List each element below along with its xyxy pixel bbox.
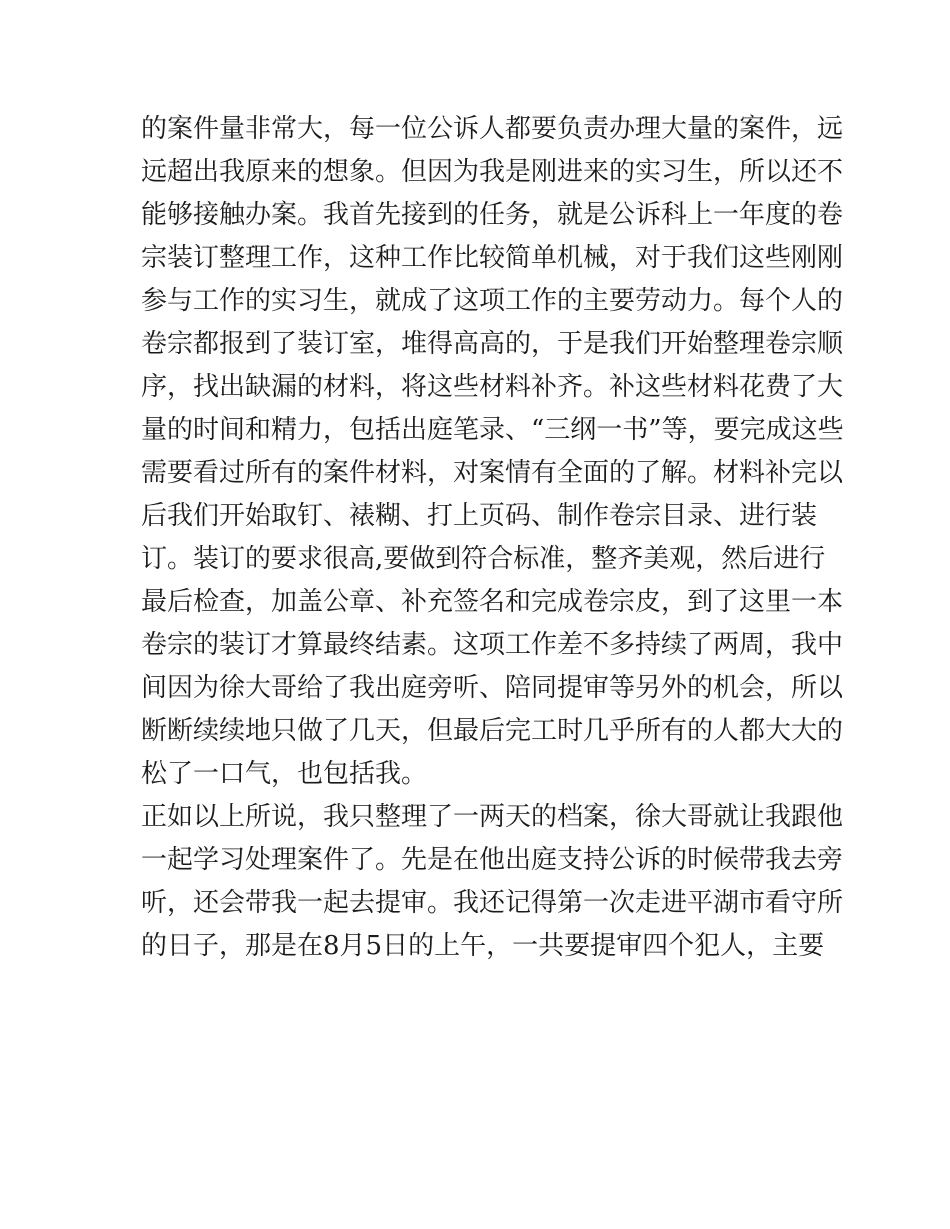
text-line: 远超出我原来的想象。但因为我是刚进来的实习生，所以还不	[141, 157, 844, 187]
text-line: 后我们开始取钉、裱糊、打上页码、制作卷宗目录、进行装	[141, 501, 818, 531]
text-line: 的日子，那是在8月5日的上午，一共要提审四个犯人，主要	[141, 931, 825, 961]
text-line: 序，找出缺漏的材料，将这些材料补齐。补这些材料花费了大	[141, 372, 844, 402]
text-line: 需要看过所有的案件材料，对案情有全面的了解。材料补完以	[141, 458, 844, 488]
text-line: 最后检查，加盖公章、补充签名和完成卷宗皮，到了这里一本	[141, 587, 844, 617]
text-line: 参与工作的实习生，就成了这项工作的主要劳动力。每个人的	[141, 286, 844, 316]
text-line: 卷宗的装订才算最终结素。这项工作差不多持续了两周，我中	[141, 630, 844, 660]
text-line: 量的时间和精力，包括出庭笔录、“三纲一书”等，要完成这些	[141, 415, 844, 445]
text-line: 间因为徐大哥给了我出庭旁听、陪同提审等另外的机会，所以	[141, 673, 844, 703]
text-line: 宗装订整理工作，这种工作比较简单机械，对于我们这些刚刚	[141, 243, 844, 273]
body-text	[141, 108, 844, 968]
text-line: 正如以上所说，我只整理了一两天的档案，徐大哥就让我跟他	[141, 802, 844, 832]
text-line: 松了一口气，也包括我。	[141, 759, 428, 789]
text-line: 断断续续地只做了几天，但最后完工时几乎所有的人都大大的	[141, 716, 844, 746]
text-line: 能够接触办案。我首先接到的任务，就是公诉科上一年度的卷	[141, 200, 844, 230]
text-line: 一起学习处理案件了。先是在他出庭支持公诉的时候带我去旁	[141, 845, 844, 875]
text-line: 卷宗都报到了装订室，堆得高高的，于是我们开始整理卷宗顺	[141, 329, 844, 359]
text-line: 听，还会带我一起去提审。我还记得第一次走进平湖市看守所	[141, 888, 844, 918]
text-line: 的案件量非常大，每一位公诉人都要负责办理大量的案件，远	[141, 114, 844, 144]
text-line: 订。装订的要求很高,要做到符合标准，整齐美观，然后进行	[141, 544, 826, 574]
